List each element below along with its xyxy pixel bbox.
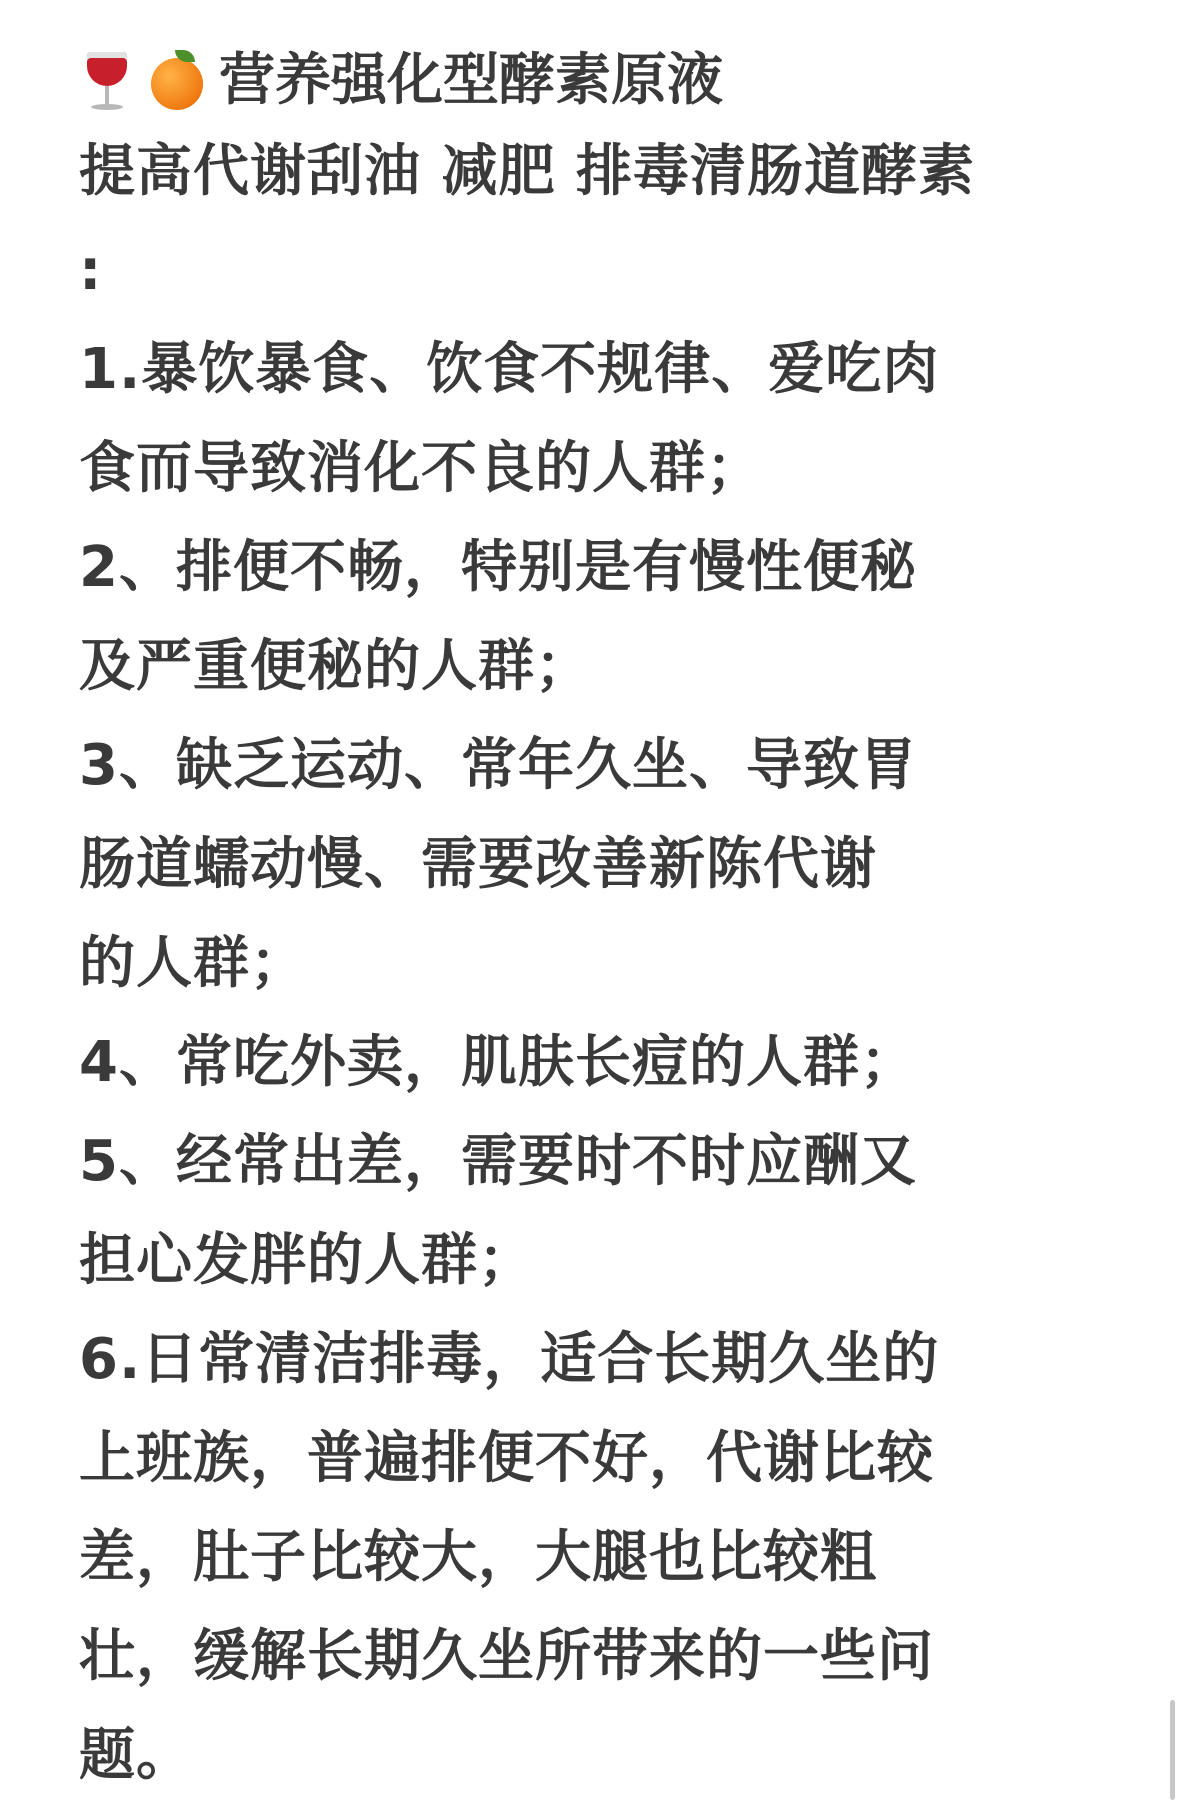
text-line-item-4: 4、常吃外卖，肌肤长痘的人群； — [79, 1030, 917, 1095]
text-line-item-1a: 1.暴饮暴食、饮食不规律、爱吃肉 — [79, 337, 940, 402]
text-line-item-2a: 2、排便不畅，特别是有慢性便秘 — [79, 535, 917, 600]
text-line-item-3c: 的人群； — [79, 931, 307, 996]
text-line-item-2b: 及严重便秘的人群； — [79, 634, 592, 699]
text-line-item-6c: 差，肚子比较大，大腿也比较粗 — [79, 1525, 877, 1590]
text-line-item-3b: 肠道蠕动慢、需要改善新陈代谢 — [79, 832, 877, 897]
text-line-item-6e: 题。 — [79, 1723, 193, 1788]
wine-glass-icon — [79, 48, 135, 114]
text-line-item-5b: 担心发胖的人群； — [79, 1228, 535, 1293]
text-line-item-6a: 6.日常清洁排毒，适合长期久坐的 — [79, 1327, 940, 1392]
text-line-item-6d: 壮，缓解长期久坐所带来的一些问 — [79, 1624, 934, 1689]
text-line-item-6b: 上班族，普遍排便不好，代谢比较 — [79, 1426, 934, 1491]
text-line-item-3a: 3、缺乏运动、常年久坐、导致胃 — [79, 733, 917, 798]
text-line-colon: : — [79, 238, 103, 303]
page-title: 营养强化型酵素原液 — [219, 48, 723, 113]
text-content — [79, 40, 1119, 1805]
scrollbar[interactable] — [1170, 1700, 1175, 1800]
orange-icon — [149, 48, 205, 114]
text-line-subtitle: 提高代谢刮油 减肥 排毒清肠道酵素 — [79, 139, 975, 204]
text-line-item-1b: 食而导致消化不良的人群； — [79, 436, 763, 501]
title-row — [79, 40, 1119, 122]
text-line-item-5a: 5、经常出差，需要时不时应酬又 — [79, 1129, 917, 1194]
